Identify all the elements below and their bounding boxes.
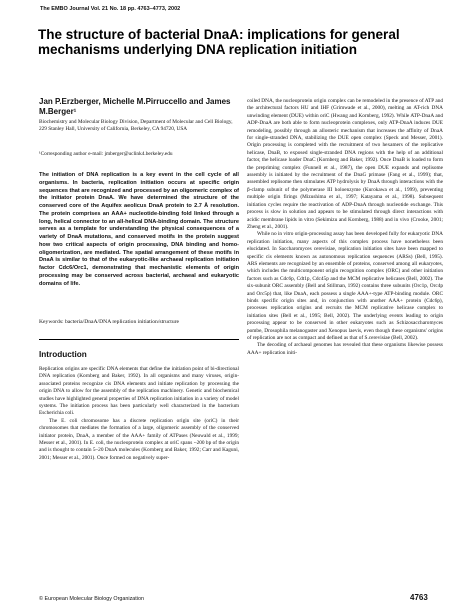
author-list: Jan P.Erzberger, Michelle M.Pirruccello and James M.Berger¹ — [39, 97, 231, 116]
keywords: Keywords: bacteria/DnaA/DNA replication initiation/structure — [39, 319, 179, 325]
article-title: The structure of bacterial DnaA: implications for general mechanisms underlying DNA replication initiation — [38, 27, 400, 57]
section-divider — [39, 339, 239, 340]
copyright-footer: © European Molecular Biology Organization — [39, 596, 144, 602]
page-number: 4763 — [410, 593, 428, 602]
abstract: The initiation of DNA replication is a key event in the cell cycle of all organisms. In bacteria, replication initiation occurs at specific origin sequences that are recognized and processed by an oligomeric complex of the initiator protein DnaA. We have determined the structure of the conserved core of the Aquifex aeolicus DnaA protein to 2.7 Å resolution. The protein comprises an AAA+ nucleotide-binding fold linked through a long, helical connector to an all-helical DNA-binding domain. The structure serves as a template for understanding the physical consequences of a variety of DnaA mutations, and conserved motifs in the protein suggest how two critical aspects of origin processing, DNA binding and homo-oligomerization, are mediated. The spatial arrangement of these motifs in DnaA is similar to that of the eukaryotic-like archaeal replication initiation factor Cdc6/Orc1, demonstrating that mechanistic elements of origin processing may be conserved across bacterial, archaeal and eukaryotic domains of life. — [39, 172, 239, 287]
corresponding-author: ¹Corresponding author e-mail: jmberger@uclink4.berkeley.edu — [39, 151, 173, 157]
paragraph: coiled DNA, the nucleoprotein origin complex can be remodeled in the presence of ATP and the architectural factors HU and IHF (Grimwade et al., 2000), melting an AT-rich DNA unwinding element (DUE) within oriC (Hwang and Kornberg, 1992). While ATP-DnaA and ADP-DnaA are both able to form nucleoprotein complexes, only ATP-DnaA induces DUE remodeling, possibly through an allosteric mechanism that increases the affinity of DnaA for single-stranded DNA, stabilizing the DUE open complex (Speck and Messer, 2001). Origin processing is completed with the recruitment of two hexamers of the replicative helicase, DnaB, to exposed single-stranded DNA regions with the help of an additional factor, the helicase loader DnaC (Kornberg and Baker, 1992). Once DnaB is loaded to form the prepriming complex (Funnell et al., 1987), the open DUE expands and replisome assembly is initiated by the recruitment of the DnaG primase (Fang et al., 1999); that, assembled replisome then stimulates ATP hydrolysis by DnaA through interactions with the β-clamp subunit of the polymerase III holoenzyme (Kurokawa et al., 1999), preventing multiple origin firings (Mizushima et al., 1997; Katayama et al., 1998). Subsequent initiation cycles require the reactivation of ADP-DnaA through nucleotide exchange. This process is slow in solution and appears to be stimulated through direct interactions with acidic membrane lipids in vitro (Sekimizu and Kornberg, 1988) and in vivo (Crooke, 2001; Zheng et al., 2001). — [247, 98, 443, 230]
journal-header: The EMBO Journal Vol. 21 No. 18 pp. 4763–4773, 2002 — [40, 6, 181, 12]
paragraph: The E. coli chromosome has a discrete replication origin site (oriC) in their chromosomes that mediates the formation of a large, oligomeric assembly of the conserved initiator protein, DnaA, a member of the AAA+ family of ATPases (Neuwald et al., 1999; Messer et al., 2001). In E. coli, the nucleoprotein complex at oriC spans ~200 bp of the origin and is thought to contain 5–20 DnaA molecules (Kornberg and Baker, 1992; Carr and Kaguni, 2001; Messer et al., 2001). Once formed on negatively super- — [39, 417, 239, 461]
paragraph: The decoding of archaeal genomes has revealed that these organisms likewise possess AAA+ replication initi- — [247, 342, 443, 356]
section-heading-introduction: Introduction — [39, 350, 87, 359]
paragraph: While no in vitro origin-processing assay has been developed fully for eukaryotic DNA replication initiation, many aspects of this complex process have nonetheless been elucidated. In Saccharomyces cerevisiae, replication initiation sites have been mapped to specific cis elements known as autonomous replication sequences (ARSs) (Bell, 1995). ARS elements are recognized by an ensemble of proteins, conserved among all eukaryotes, which includes the multicomponent origin recognition complex (ORC) and other initiation factors such as Cdc6p, Cdt1p, Cdc45p and the MCM replicative helicases (Bell, 2002). The six-subunit ORC assembly (Bell and Stillman, 1992) contains three subunits (Orc1p, Orc4p and Orc5p) that, like DnaA, each possess a single AAA+-type ATP-binding module. ORC binds specific origin sites and, in conjunction with another AAA+ protein (Cdc6p), processes replication origins and recruits the MCM replicative helicase complex to initiation sites (Bell et al., 1995; Bell, 2002). The underlying events leading to origin processing appear to be conserved in other eukaryotes such as Schizosaccharomyces pombe, Drosophila melanogaster and Xenopus laevis, even though these organisms' origins of replication are not as compact and defined as that of S.cerevisiae (Bell, 2002). — [247, 231, 443, 341]
column-right-body — [247, 98, 443, 357]
affiliation: Biochemistry and Molecular Biology Division, Department of Molecular and Cell Biology, 229 Stanley Hall, University of California, Berkeley, CA 94720, USA — [39, 119, 233, 132]
column-left-body — [39, 366, 239, 462]
paragraph: Replication origins are specific DNA elements that define the initiation point of bi-directional DNA replication (Kornberg and Baker, 1992). In all organisms and many viruses, origin-associated proteins recognize cis DNA elements and initiate replication by processing the origin DNA to allow for the assembly of the replication machinery. Genetic and biochemical studies have highlighted general properties of DNA replication initiation in a variety of model systems. The initiation process has been particularly well characterized in the bacterium Escherichia coli. — [39, 366, 239, 417]
